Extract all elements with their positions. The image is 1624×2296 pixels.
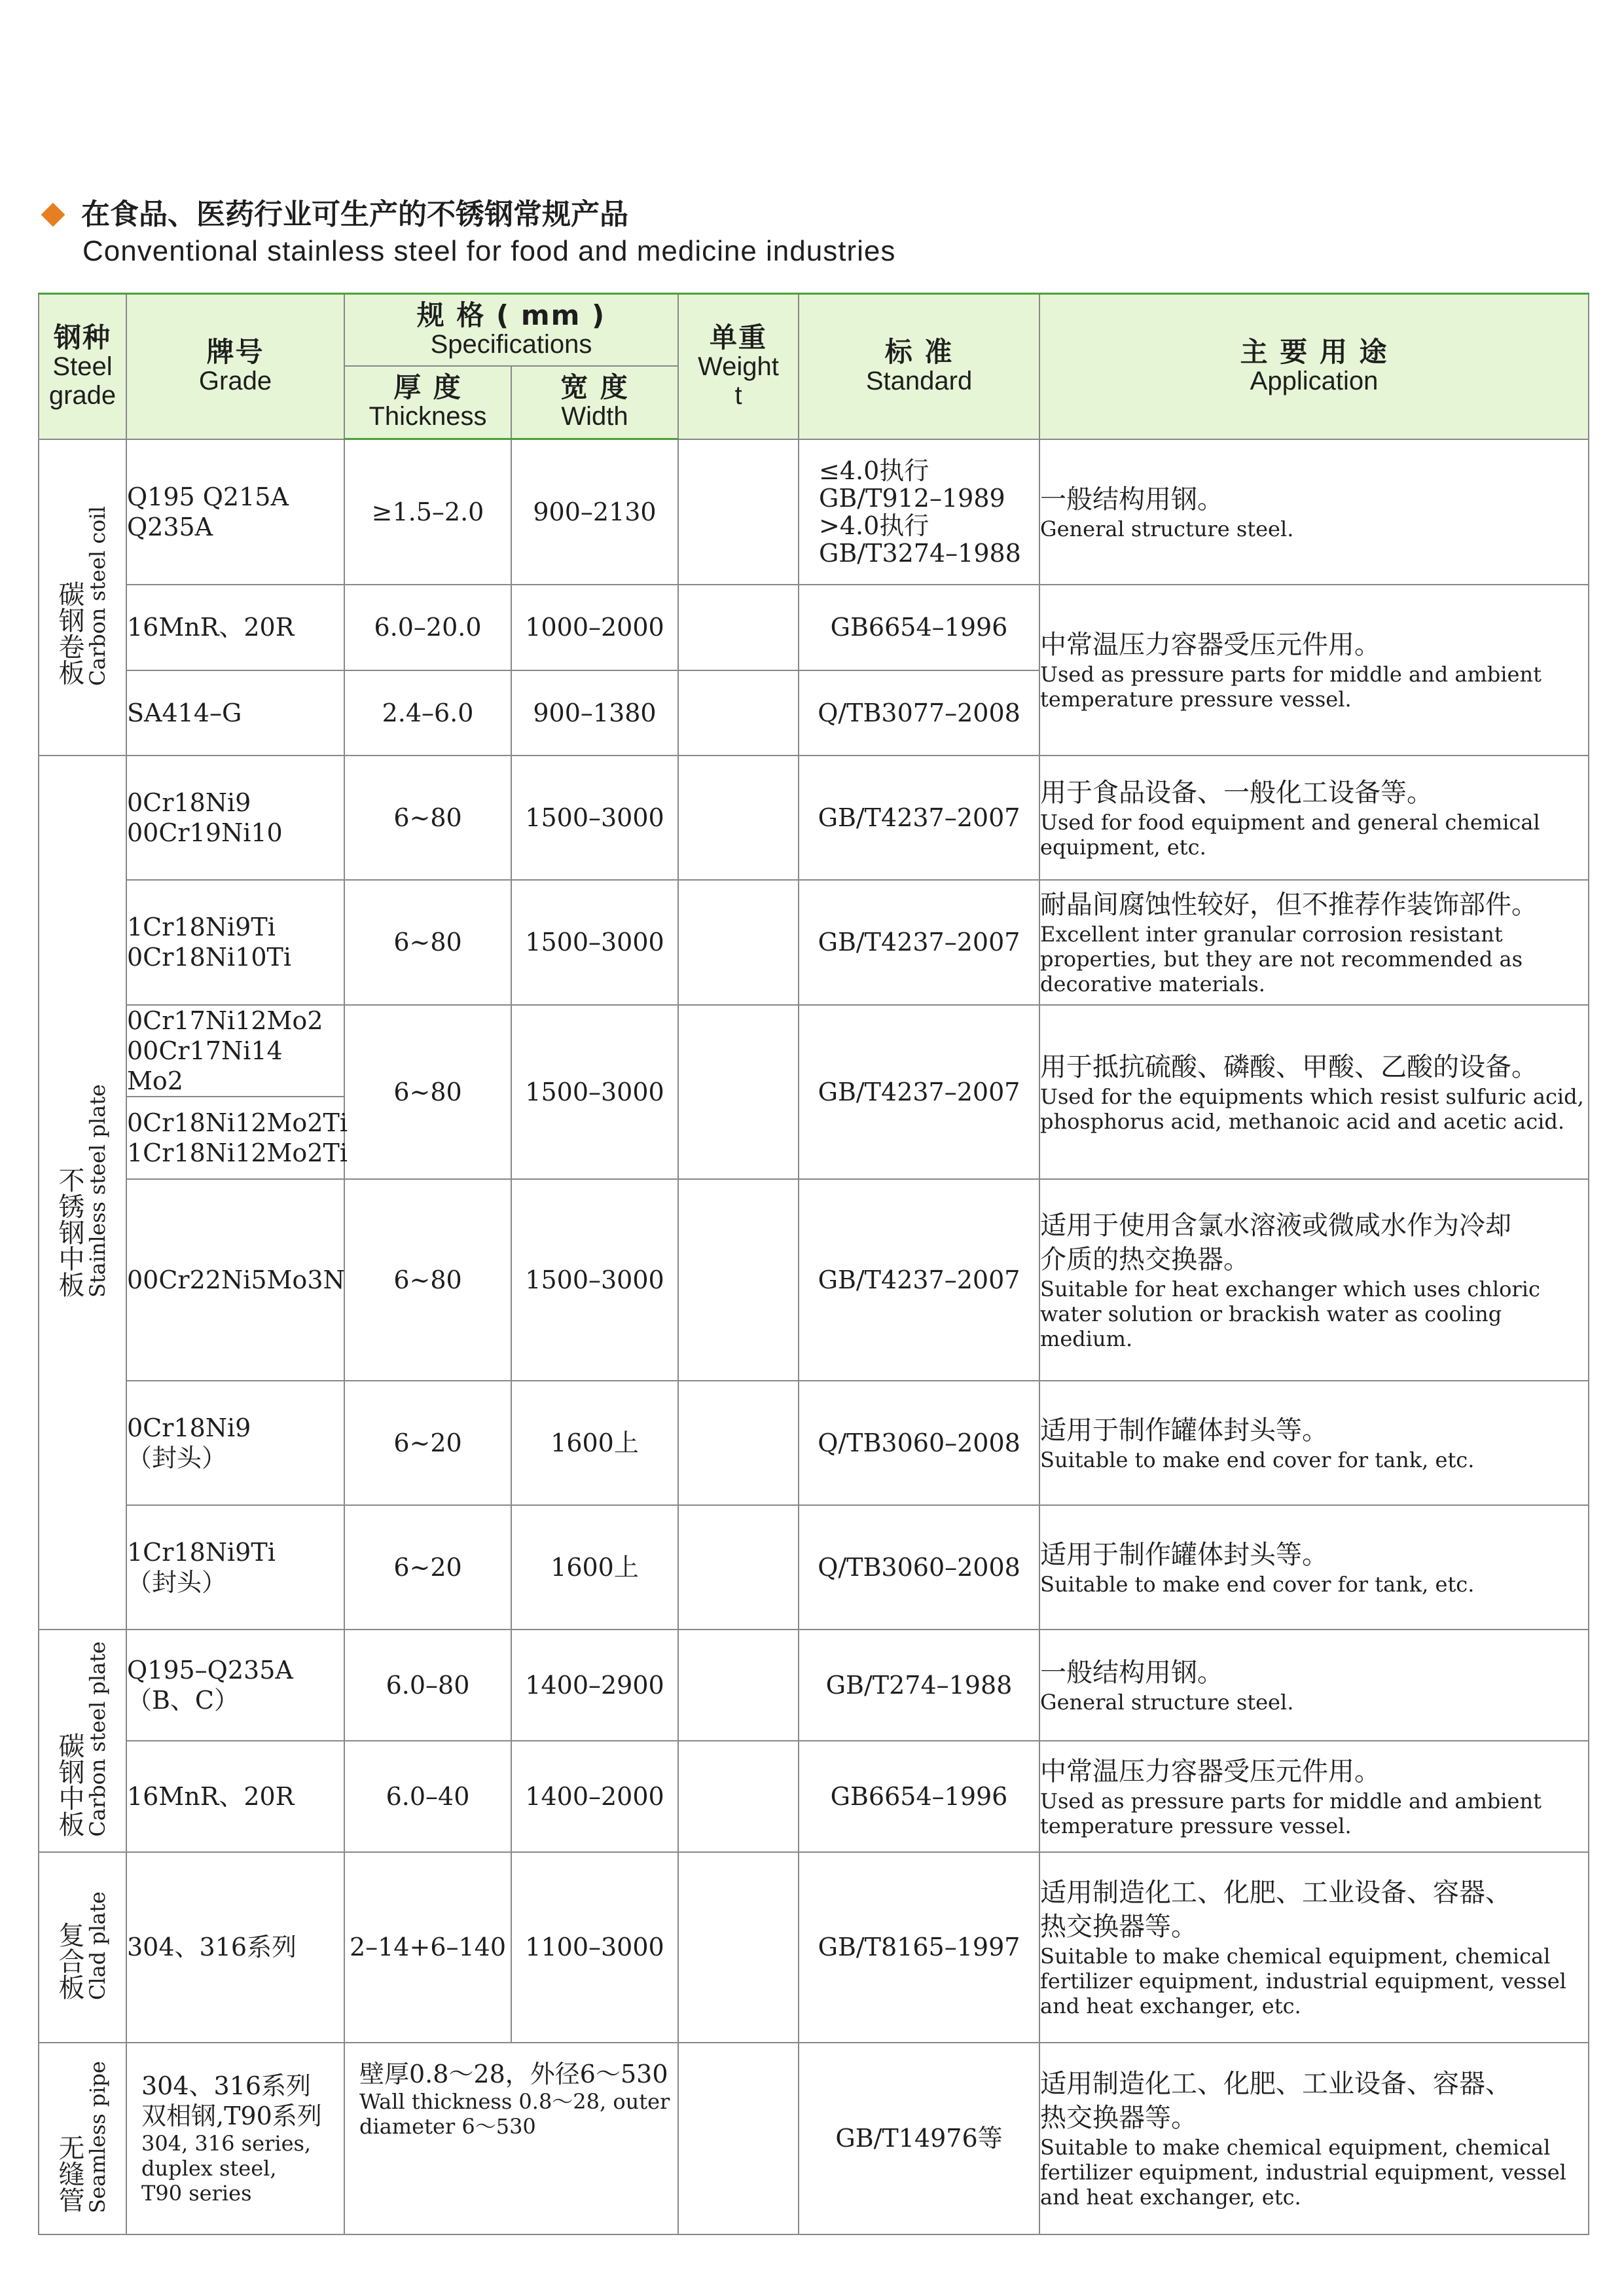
application-cell bbox=[1039, 1005, 1589, 1179]
application-cn: 一般结构用钢。 bbox=[1040, 484, 1224, 515]
grade-text: 0Cr18Ni9 bbox=[127, 1413, 251, 1442]
application-cn: 适用于使用含氯水溶液或微咸水作为冷却 bbox=[1040, 1210, 1512, 1241]
title-cn: 在食品、医药行业可生产的不锈钢常规产品 bbox=[81, 198, 628, 231]
grade-text: 1Cr18Ni12Mo2Ti bbox=[127, 1138, 348, 1167]
product-table bbox=[38, 293, 1589, 2235]
category-cn: 碳钢卷板 bbox=[54, 581, 84, 686]
grade-text-en: 304, 316 series, bbox=[141, 2131, 312, 2156]
table-row bbox=[39, 1505, 1589, 1630]
grade-text: （B、C） bbox=[127, 1685, 240, 1715]
grade-text: Q195–Q235A bbox=[127, 1655, 293, 1685]
header-thickness-en: Thickness bbox=[369, 402, 487, 431]
thickness-cell: 2.4–6.0 bbox=[344, 670, 511, 756]
grade-cell bbox=[126, 2043, 344, 2234]
wall-thickness-cn: 壁厚0.8～28，外径6～530 bbox=[359, 2059, 668, 2088]
thickness-cell: 6~80 bbox=[344, 756, 511, 880]
header-spec-cn: 规 格 ( mm ) bbox=[416, 299, 606, 331]
thickness-cell: 6.0–40 bbox=[344, 1741, 511, 1852]
weight-cell bbox=[678, 585, 799, 670]
standard-cell: GB/T8165–1997 bbox=[799, 1852, 1039, 2043]
standard-cell: GB/T274–1988 bbox=[799, 1630, 1039, 1741]
header-weight bbox=[678, 294, 799, 439]
grade-cell bbox=[126, 1630, 344, 1741]
table-row bbox=[39, 2043, 1589, 2234]
application-cn: 适用于制作罐体封头等。 bbox=[1040, 1539, 1329, 1570]
thickness-cell: 2–14+6–140 bbox=[344, 1852, 511, 2043]
application-cn: 适用制造化工、化肥、工业设备、容器、 bbox=[1040, 2069, 1512, 2099]
application-cell bbox=[1039, 2043, 1589, 2234]
table-row bbox=[39, 585, 1589, 670]
table-row bbox=[39, 880, 1589, 1005]
page-header bbox=[39, 196, 895, 270]
thickness-cell: 6~20 bbox=[344, 1505, 511, 1630]
standard-cell: Q/TB3060–2008 bbox=[799, 1505, 1039, 1630]
application-en: General structure steel. bbox=[1040, 516, 1294, 541]
header-standard bbox=[799, 294, 1039, 439]
standard-text: >4.0执行 bbox=[819, 511, 929, 540]
weight-cell bbox=[678, 439, 799, 585]
header-steel-grade-en: Steel bbox=[52, 352, 113, 381]
thickness-cell: 6~80 bbox=[344, 1005, 511, 1179]
category-clad-plate bbox=[39, 1852, 126, 2043]
grade-text: 1Cr18Ni9Ti bbox=[127, 913, 276, 941]
width-cell: 1500–3000 bbox=[511, 1179, 678, 1381]
application-cn: 中常温压力容器受压元件用。 bbox=[1040, 630, 1381, 660]
width-cell: 1500–3000 bbox=[511, 880, 678, 1005]
thickness-cell: 6.0–20.0 bbox=[344, 585, 511, 670]
application-cell bbox=[1039, 1505, 1589, 1630]
width-cell: 1000–2000 bbox=[511, 585, 678, 670]
width-cell: 900–1380 bbox=[511, 670, 678, 756]
grade-cell: 16MnR、20R bbox=[126, 1741, 344, 1852]
weight-cell bbox=[678, 2043, 799, 2234]
grade-cell bbox=[126, 1381, 344, 1505]
standard-text: GB/T912–1989 bbox=[819, 483, 1005, 513]
table-row bbox=[39, 1630, 1589, 1741]
header-thickness bbox=[344, 366, 511, 439]
category-en: Seamless pipe bbox=[85, 2060, 110, 2214]
grade-cell bbox=[126, 1097, 348, 1179]
header-application bbox=[1039, 294, 1589, 439]
application-en: Suitable for heat exchanger which uses chloric water solution or brackish water as cooling medium. bbox=[1040, 1276, 1540, 1351]
application-en: Used for the equipments which resist sulfuric acid, phosphorus acid, methanoic acid and acetic acid. bbox=[1040, 1084, 1584, 1134]
header-weight-unit: t bbox=[734, 380, 742, 410]
category-en: Carbon steel coil bbox=[85, 505, 110, 686]
application-cell bbox=[1039, 756, 1589, 880]
standard-cell: GB/T4237–2007 bbox=[799, 880, 1039, 1005]
standard-cell: GB/T4237–2007 bbox=[799, 756, 1039, 880]
grade-text: 304、316系列 bbox=[141, 2071, 312, 2100]
category-carbon-coil bbox=[39, 439, 126, 756]
application-cell bbox=[1039, 585, 1589, 756]
category-en: Carbon steel plate bbox=[85, 1641, 110, 1837]
table-row bbox=[39, 1741, 1589, 1852]
width-cell: 1600上 bbox=[511, 1505, 678, 1630]
grade-cell: 00Cr22Ni5Mo3N bbox=[126, 1179, 344, 1381]
category-cn: 碳钢中板 bbox=[54, 1732, 84, 1837]
standard-cell: Q/TB3077–2008 bbox=[799, 670, 1039, 756]
standard-cell: GB/T4237–2007 bbox=[799, 1179, 1039, 1381]
standard-cell: GB6654–1996 bbox=[799, 1741, 1039, 1852]
grade-text: 双相钢,T90系列 bbox=[141, 2102, 322, 2130]
application-cn: 用于抵抗硫酸、磷酸、甲酸、乙酸的设备。 bbox=[1040, 1051, 1538, 1082]
application-cn: 介质的热交换器。 bbox=[1040, 1244, 1250, 1275]
grade-text-en: T90 series bbox=[141, 2181, 252, 2206]
application-en: Suitable to make end cover for tank, etc. bbox=[1040, 1571, 1475, 1597]
header-grade-cn: 牌号 bbox=[206, 335, 264, 368]
grade-cell: 16MnR、20R bbox=[126, 585, 344, 670]
title-en: Conventional stainless steel for food and medicine industries bbox=[82, 235, 896, 267]
application-cell bbox=[1039, 1852, 1589, 2043]
thickness-cell: 6~20 bbox=[344, 1381, 511, 1505]
category-seamless-pipe bbox=[39, 2043, 126, 2234]
width-cell: 1500–3000 bbox=[511, 756, 678, 880]
width-cell: 1400–2900 bbox=[511, 1630, 678, 1741]
application-en: Used as pressure parts for middle and ambient temperature pressure vessel. bbox=[1040, 1788, 1542, 1838]
application-cn: 耐晶间腐蚀性较好，但不推荐作装饰部件。 bbox=[1040, 890, 1538, 920]
grade-text: 00Cr17Ni14 Mo2 bbox=[127, 1036, 283, 1095]
diamond-bullet-icon bbox=[41, 203, 65, 227]
category-carbon-plate bbox=[39, 1630, 126, 1852]
category-en: Clad plate bbox=[85, 1891, 110, 2001]
grade-text: 0Cr18Ni12Mo2Ti bbox=[127, 1108, 348, 1137]
wall-thickness-en: Wall thickness 0.8～28, outer diameter 6～530 bbox=[359, 2088, 670, 2139]
weight-cell bbox=[678, 1852, 799, 2043]
table-row bbox=[39, 439, 1589, 585]
width-cell: 1100–3000 bbox=[511, 1852, 678, 2043]
grade-text: 0Cr18Ni10Ti bbox=[127, 943, 292, 972]
header-thickness-cn: 厚 度 bbox=[393, 371, 462, 404]
grade-text: 00Cr19Ni10 bbox=[127, 818, 283, 847]
grade-cell bbox=[126, 439, 344, 585]
standard-cell: Q/TB3060–2008 bbox=[799, 1381, 1039, 1505]
table-row bbox=[39, 1005, 1589, 1097]
application-cn: 用于食品设备、一般化工设备等。 bbox=[1040, 777, 1434, 808]
category-cn: 无缝管 bbox=[54, 2134, 84, 2214]
application-cn: 热交换器等。 bbox=[1040, 2103, 1198, 2133]
header-specifications bbox=[344, 294, 678, 366]
header-width bbox=[511, 366, 678, 439]
application-cell bbox=[1039, 1630, 1589, 1741]
header-application-en: Application bbox=[1250, 366, 1379, 395]
grade-text: Q195 Q215A bbox=[127, 482, 289, 511]
header-spec-en: Specifications bbox=[430, 329, 592, 359]
header-row-1 bbox=[39, 294, 1589, 366]
standard-cell: GB/T4237–2007 bbox=[799, 1005, 1039, 1179]
thickness-cell: 6~80 bbox=[344, 1179, 511, 1381]
weight-cell bbox=[678, 880, 799, 1005]
application-en: General structure steel. bbox=[1040, 1689, 1294, 1715]
grade-text: 1Cr18Ni9Ti bbox=[127, 1537, 276, 1567]
grade-cell bbox=[126, 880, 344, 1005]
grade-text-en: duplex steel, bbox=[141, 2156, 277, 2181]
standard-cell bbox=[799, 439, 1039, 585]
standard-text: GB/T3274–1988 bbox=[819, 538, 1021, 568]
grade-cell: 304、316系列 bbox=[126, 1852, 344, 2043]
standard-cell: GB6654–1996 bbox=[799, 585, 1039, 670]
standard-cell: GB/T14976等 bbox=[799, 2043, 1039, 2234]
width-cell: 1400–2000 bbox=[511, 1741, 678, 1852]
width-cell: 1600上 bbox=[511, 1381, 678, 1505]
grade-text: 0Cr17Ni12Mo2 bbox=[127, 1006, 323, 1035]
width-cell: 1500–3000 bbox=[511, 1005, 678, 1179]
application-cell bbox=[1039, 1179, 1589, 1381]
grade-text: （封头） bbox=[127, 1443, 227, 1472]
header-width-cn: 宽 度 bbox=[560, 371, 629, 404]
application-cn: 适用于制作罐体封头等。 bbox=[1040, 1415, 1329, 1446]
header-grade-en: Grade bbox=[198, 366, 272, 395]
header-standard-en: Standard bbox=[865, 366, 973, 395]
title-cn-line bbox=[39, 196, 895, 233]
category-stainless-plate bbox=[39, 756, 126, 1630]
header-weight-en: Weight bbox=[698, 352, 779, 381]
application-cell bbox=[1039, 1741, 1589, 1852]
thickness-cell: ≥1.5–2.0 bbox=[344, 439, 511, 585]
table-row bbox=[39, 1179, 1589, 1381]
weight-cell bbox=[678, 756, 799, 880]
header-grade bbox=[126, 294, 344, 439]
header-width-en: Width bbox=[561, 402, 628, 431]
application-cell bbox=[1039, 880, 1589, 1005]
application-en: Excellent inter granular corrosion resistant properties, but they are not recommended as decorative materials. bbox=[1040, 922, 1523, 996]
weight-cell bbox=[678, 1381, 799, 1505]
category-cn: 不锈钢中板 bbox=[54, 1167, 84, 1298]
application-en: Used as pressure parts for middle and ambient temperature pressure vessel. bbox=[1040, 662, 1542, 712]
weight-cell bbox=[678, 1630, 799, 1741]
width-cell: 900–2130 bbox=[511, 439, 678, 585]
application-en: Suitable to make chemical equipment, chemical fertilizer equipment, industrial equipment, vessel and heat exchanger, etc. bbox=[1040, 2135, 1566, 2210]
grade-cell bbox=[126, 756, 344, 880]
grade-cell bbox=[126, 1005, 344, 1097]
category-en: Stainless steel plate bbox=[85, 1084, 110, 1298]
thickness-cell: 6.0–80 bbox=[344, 1630, 511, 1741]
thickness-cell: 6~80 bbox=[344, 880, 511, 1005]
standard-text: ≤4.0执行 bbox=[819, 456, 929, 485]
weight-cell bbox=[678, 1505, 799, 1630]
application-en: Used for food equipment and general chemical equipment, etc. bbox=[1040, 809, 1540, 860]
weight-cell bbox=[678, 670, 799, 756]
table-row bbox=[39, 1852, 1589, 2043]
application-en: Suitable to make end cover for tank, etc. bbox=[1040, 1447, 1475, 1472]
grade-text: Q235A bbox=[127, 512, 213, 541]
header-standard-cn: 标 准 bbox=[884, 335, 954, 368]
application-cn: 适用制造化工、化肥、工业设备、容器、 bbox=[1040, 1878, 1512, 1908]
table-row bbox=[39, 756, 1589, 880]
application-cn: 一般结构用钢。 bbox=[1040, 1657, 1224, 1688]
weight-cell bbox=[678, 1005, 799, 1179]
application-cell bbox=[1039, 1381, 1589, 1505]
application-en: Suitable to make chemical equipment, chemical fertilizer equipment, industrial equipment, vessel and heat exchanger, etc. bbox=[1040, 1944, 1566, 2018]
grade-text: 0Cr18Ni9 bbox=[127, 788, 251, 817]
application-cell bbox=[1039, 439, 1589, 585]
grade-cell: SA414–G bbox=[126, 670, 344, 756]
header-steel-grade bbox=[39, 294, 126, 439]
grade-cell bbox=[126, 1505, 344, 1630]
header-steel-grade-en2: grade bbox=[48, 380, 117, 410]
header-steel-grade-cn: 钢种 bbox=[53, 321, 111, 354]
weight-cell bbox=[678, 1179, 799, 1381]
grade-text: （封头） bbox=[127, 1567, 227, 1597]
application-cn: 中常温压力容器受压元件用。 bbox=[1040, 1756, 1381, 1787]
weight-cell bbox=[678, 1741, 799, 1852]
wall-thickness-cell bbox=[344, 2043, 678, 2234]
table-row bbox=[39, 1381, 1589, 1505]
header-application-cn: 主 要 用 途 bbox=[1240, 335, 1388, 368]
category-cn: 复合板 bbox=[54, 1922, 84, 2001]
header-weight-cn: 单重 bbox=[710, 321, 768, 354]
application-cn: 热交换器等。 bbox=[1040, 1912, 1198, 1942]
